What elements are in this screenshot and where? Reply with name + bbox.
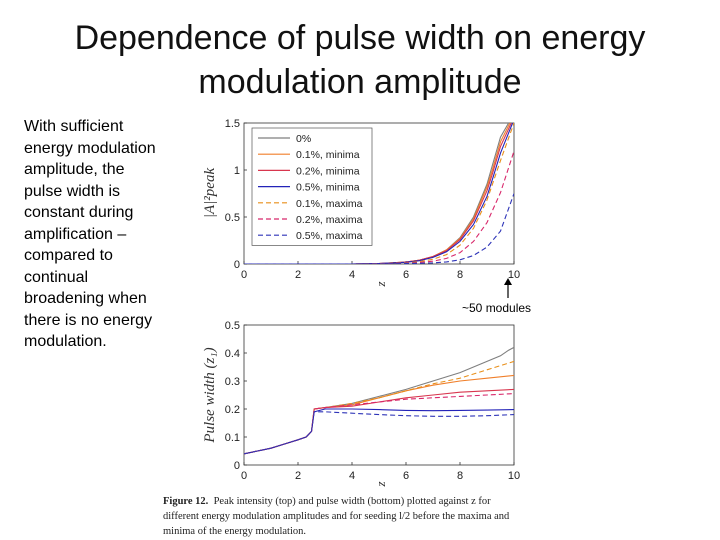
- series-line-0: [244, 347, 514, 453]
- x-tick-label: 6: [402, 470, 410, 482]
- y-tick-label: 0.5: [224, 320, 240, 332]
- x-axis-label: z: [373, 281, 388, 287]
- y-axis-label: Pulse width (z₁): [202, 347, 218, 443]
- x-tick-label: 4: [348, 269, 356, 281]
- y-tick-label: 0: [233, 460, 240, 472]
- y-tick-label: 1.5: [224, 118, 240, 130]
- chart-panel-pulse-width: [202, 320, 520, 488]
- slide-body-text: With sufficient energy modulation amplitude, the pulse width is constant during amplification – compared to continual broadening when there is no energy modulation.: [24, 118, 156, 350]
- series-line-0-5-maxima: [244, 412, 514, 454]
- series-line-0-2-maxima: [244, 394, 514, 454]
- series-line-0-1-maxima: [244, 361, 514, 453]
- figure-caption-line-3: minima of the energy modulation.: [163, 526, 306, 537]
- legend-entry: 0.1%, maxima: [296, 197, 363, 210]
- x-tick-label: 0: [240, 269, 248, 281]
- x-tick-label: 8: [456, 269, 464, 281]
- y-tick-label: 0.3: [224, 376, 240, 388]
- module-annotation: ~50 modules: [462, 301, 532, 315]
- x-tick-label: 2: [294, 269, 302, 281]
- x-tick-label: 6: [402, 269, 410, 281]
- y-tick-label: 0.2: [224, 404, 240, 416]
- x-tick-label: 0: [240, 470, 248, 482]
- x-tick-label: 10: [507, 269, 521, 281]
- figure-caption-text-1: Peak intensity (top) and pulse width (bottom) plotted against z for: [213, 496, 491, 507]
- legend-entry: 0%: [296, 133, 312, 145]
- y-tick-label: 0.5: [224, 212, 240, 224]
- legend-entry: 0.1%, minima: [296, 149, 360, 162]
- slide-title-line-2: modulation amplitude: [198, 63, 522, 101]
- legend-entry: 0.5%, minima: [296, 181, 360, 194]
- y-tick-label: 0: [233, 259, 240, 271]
- chart-panel-peak-intensity: [202, 118, 520, 288]
- x-axis-label: z: [373, 481, 388, 487]
- y-tick-label: 1: [233, 165, 240, 177]
- x-tick-label: 8: [456, 470, 464, 482]
- figure-caption-line-2: different energy modulation amplitudes and for seeding l/2 before the maxima and: [163, 511, 510, 522]
- y-axis-label: |A|²peak: [202, 167, 218, 219]
- y-tick-label: 0.4: [224, 348, 240, 360]
- legend-entry: 0.2%, maxima: [296, 214, 363, 226]
- legend-entry: 0.5%, maxima: [296, 230, 363, 243]
- figure-caption-label: Figure 12.: [163, 496, 209, 507]
- figure-caption-line-1: [163, 495, 720, 508]
- y-tick-label: 0.1: [224, 432, 240, 444]
- slide-title-line-1: Dependence of pulse width on energy: [74, 19, 646, 57]
- x-tick-label: 4: [348, 470, 356, 482]
- legend-entry: 0.2%, minima: [296, 165, 360, 178]
- x-tick-label: 2: [294, 470, 302, 482]
- x-tick-label: 10: [507, 470, 521, 482]
